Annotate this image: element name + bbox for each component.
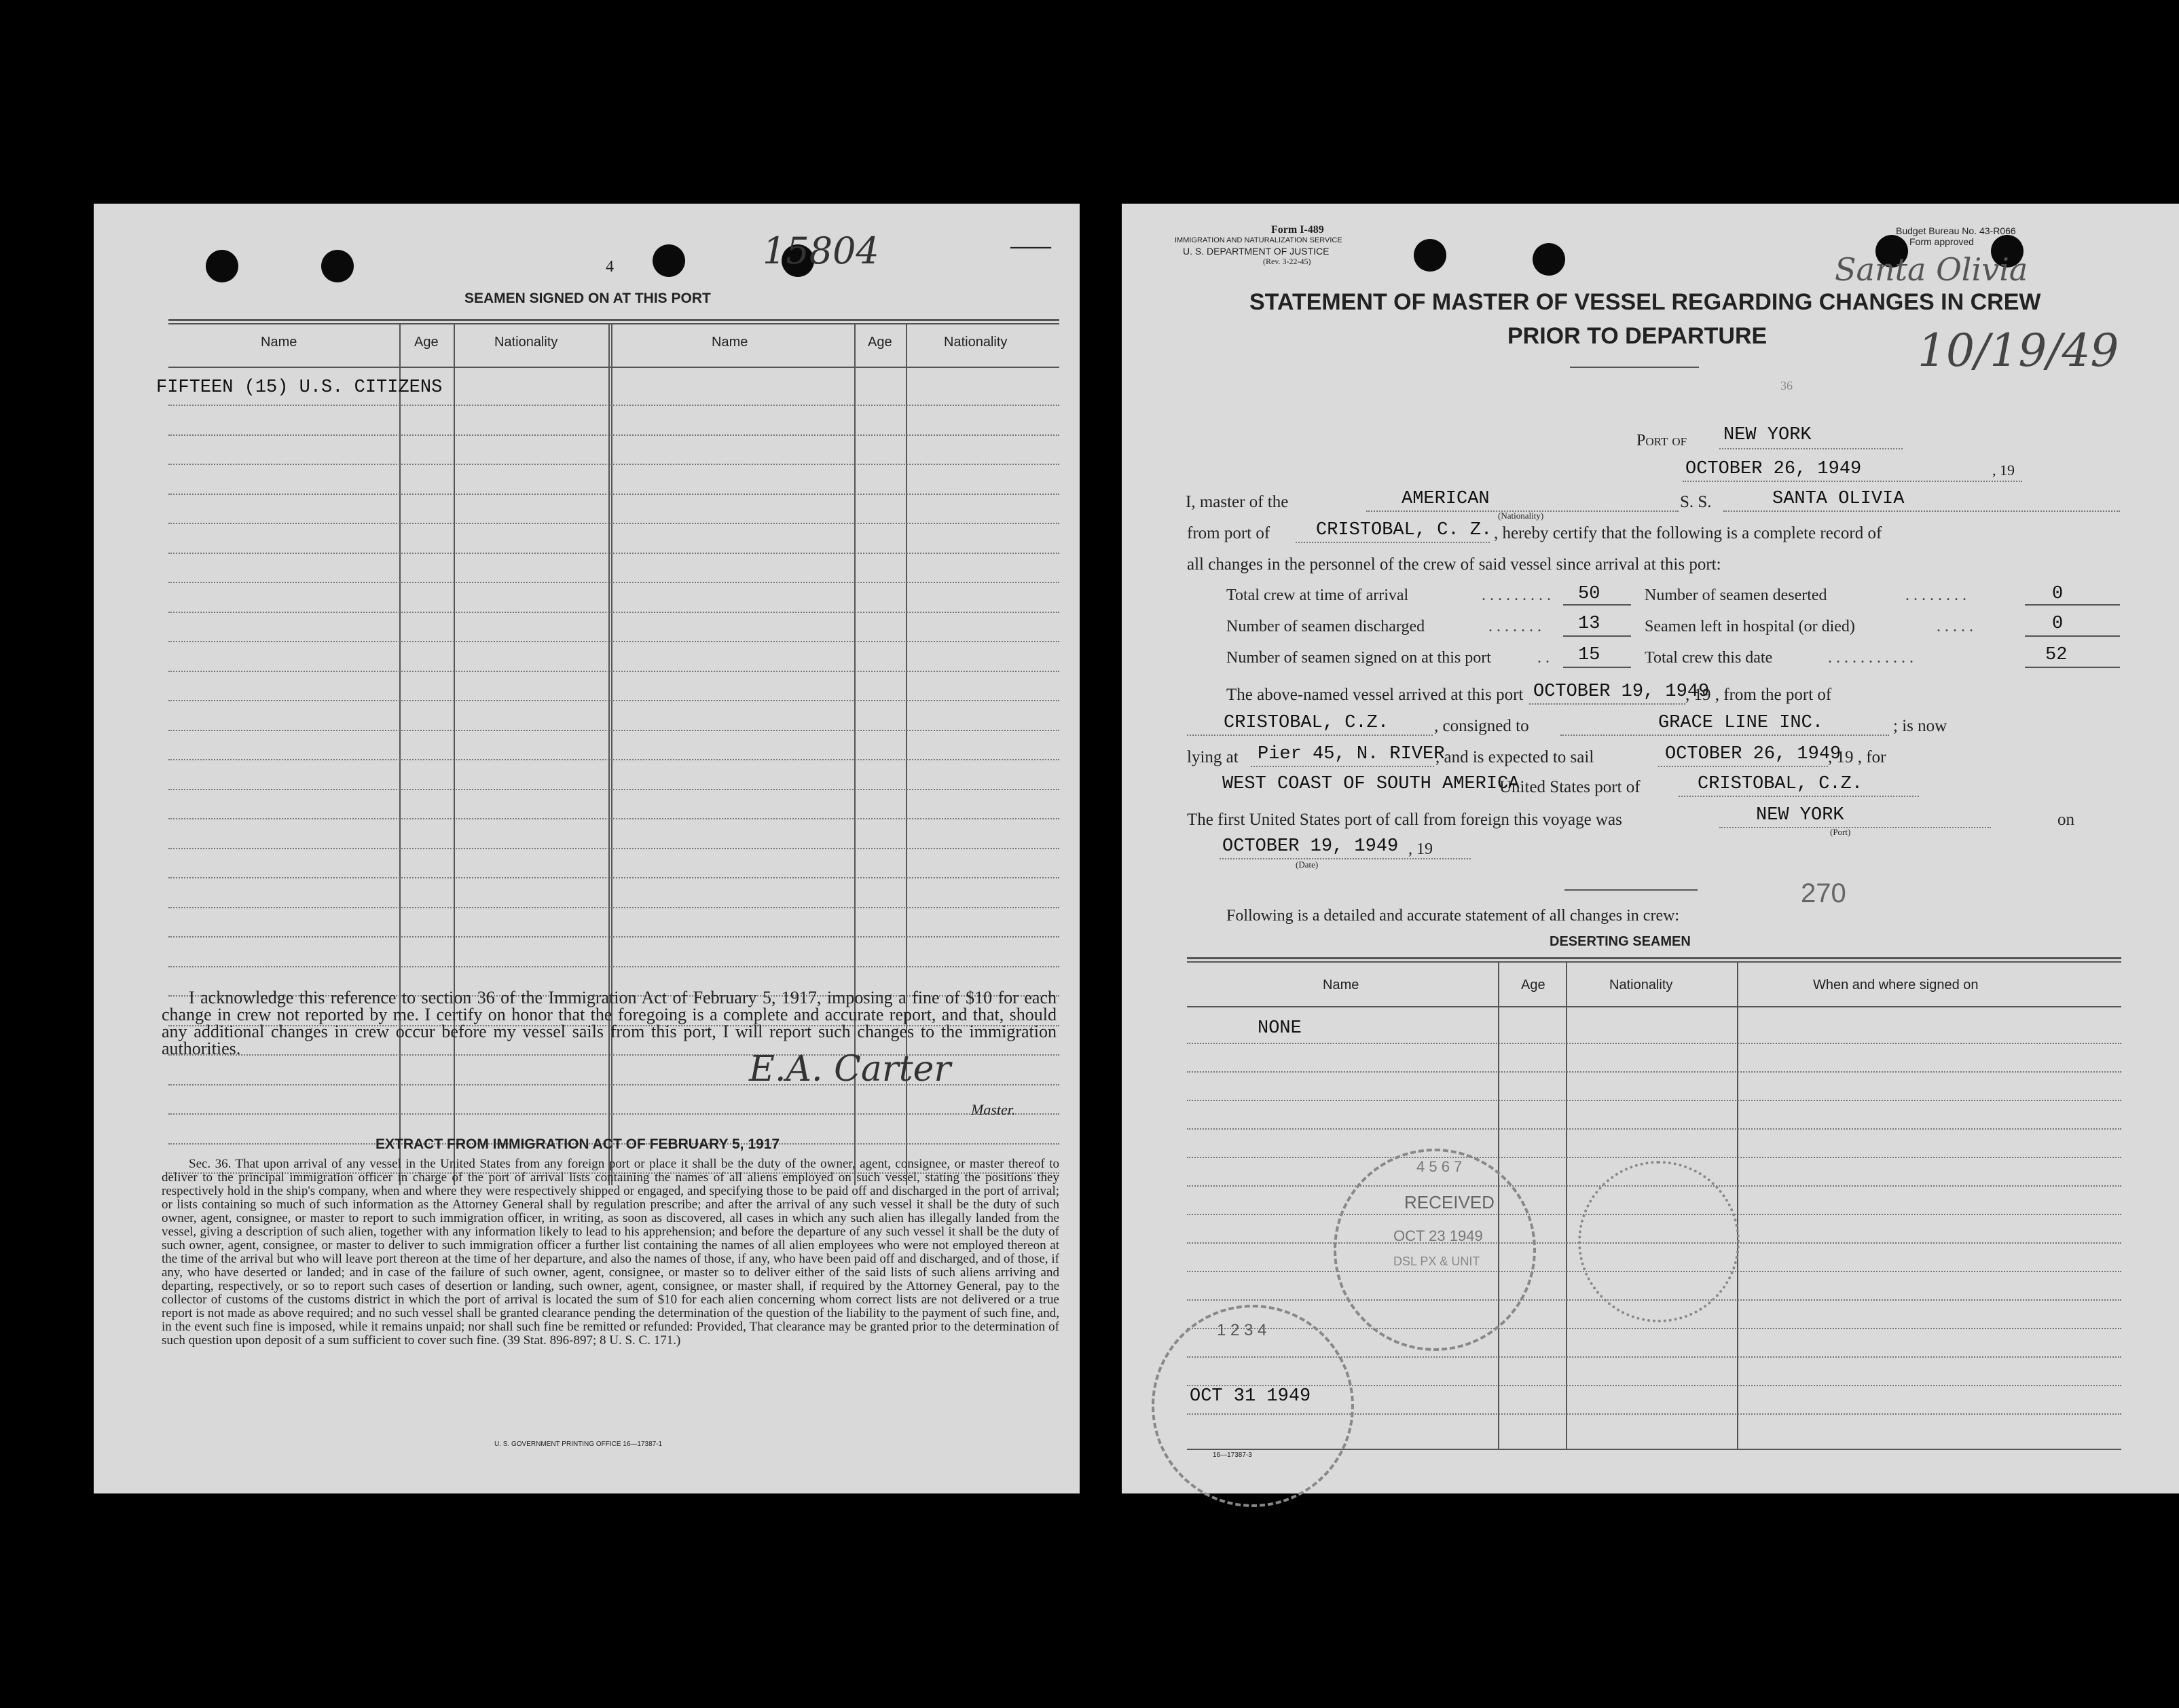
fill-line	[1563, 604, 1631, 606]
from-port-value: CRISTOBAL, C. Z.	[1316, 520, 1493, 540]
table-row-line	[168, 553, 1059, 554]
section-rule	[1564, 889, 1698, 891]
stat-value: 50	[1578, 584, 1600, 604]
acknowledgment-text: I acknowledge this reference to section 36 of the Immigration Act of February 5, 1917, imposing a fine of $10 for each change in crew not reported by me. I certify on honor that the foregoing is a complete and accurate report, and that, should any additional changes in crew occur before my vessel sails from this port, I will report such changes to the immigration authorities.	[162, 988, 1057, 1058]
fill-line	[1251, 766, 1434, 767]
table-row-line	[1187, 1071, 2121, 1073]
column-header: Age	[414, 335, 439, 350]
stat-value: 52	[2045, 645, 2068, 665]
table-row-line	[1187, 1157, 2121, 1158]
agency-line: U. S. DEPARTMENT OF JUSTICE	[1183, 246, 1330, 257]
table-row-line	[168, 818, 1059, 819]
table-row-line	[1187, 1043, 2121, 1044]
dot-leader: . .	[1537, 649, 1550, 667]
table-row-line	[168, 523, 1059, 524]
dot-leader: . . . . .	[1937, 618, 1973, 635]
faint-number: 36	[1780, 379, 1793, 392]
arrived-label: The above-named vessel arrived at this port	[1226, 686, 1524, 704]
column-divider	[1737, 961, 1738, 1450]
destination: WEST COAST OF SOUTH AMERICA	[1222, 774, 1520, 794]
first-port: NEW YORK	[1756, 805, 1844, 825]
stat-value: 15	[1578, 645, 1600, 665]
left-page	[94, 204, 1080, 1493]
stamp-unit: DSL PX & UNIT	[1393, 1255, 1480, 1268]
column-header: Nationality	[1609, 978, 1673, 992]
punch-hole	[653, 244, 685, 277]
page-number: 4	[606, 258, 614, 276]
title-rule	[1570, 367, 1699, 368]
table-row-line	[168, 434, 1059, 436]
column-header: Name	[1323, 978, 1359, 992]
table-row-line	[168, 641, 1059, 642]
ss-label: S. S.	[1680, 493, 1712, 511]
dot-leader: . . . . . . . .	[1905, 587, 1966, 604]
date-caption: (Date)	[1296, 859, 1319, 870]
consignee: GRACE LINE INC.	[1658, 713, 1824, 733]
fill-line	[1658, 766, 1828, 767]
fill-line	[1296, 542, 1490, 543]
title-line-2: PRIOR TO DEPARTURE	[1507, 323, 1768, 349]
port-label: Port of	[1636, 432, 1687, 449]
for-label: , 19 , for	[1828, 748, 1886, 766]
stat-value: 13	[1578, 614, 1600, 634]
table-row-line	[168, 1113, 1059, 1115]
stat-value: 0	[2052, 584, 2064, 604]
right-page	[1122, 204, 2179, 1493]
table-top-rule	[168, 323, 1059, 324]
table-row-line	[168, 405, 1059, 406]
stamp2-numbers: 1 2 3 4	[1217, 1321, 1267, 1339]
port-value: NEW YORK	[1723, 425, 1812, 445]
column-header: Nationality	[944, 335, 1008, 350]
fill-line	[1683, 481, 2022, 482]
table-header-rule	[168, 367, 1059, 368]
from-port-label: from port of	[1187, 524, 1270, 542]
table-title: SEAMEN SIGNED ON AT THIS PORT	[464, 291, 711, 306]
printing-code: 16—17387-3	[1213, 1451, 1252, 1459]
sail-date: OCTOBER 26, 1949	[1665, 744, 1842, 764]
nationality-caption: (Nationality)	[1498, 510, 1544, 521]
column-header: Name	[261, 335, 297, 350]
fill-line	[1679, 796, 1919, 797]
lying-at-label: lying at	[1187, 748, 1239, 766]
stamp-date: OCT 23 1949	[1393, 1227, 1483, 1244]
deserting-title: DESERTING SEAMEN	[1550, 934, 1691, 949]
table-row-line	[1187, 1100, 2121, 1101]
deserting-entry: NONE	[1258, 1018, 1302, 1039]
table-row-line	[168, 877, 1059, 878]
expected-label: , and is expected to sail	[1435, 748, 1594, 766]
first-date-suffix: , 19	[1408, 840, 1433, 858]
year-suffix: , 19	[1992, 462, 2015, 479]
signature-role: Master.	[971, 1101, 1016, 1118]
master-label: I, master of the	[1186, 493, 1289, 511]
budget-bureau: Budget Bureau No. 43-R066	[1896, 225, 2016, 236]
first-date: OCTOBER 19, 1949	[1222, 836, 1399, 857]
fill-line	[2025, 604, 2120, 606]
is-now-label: ; is now	[1893, 717, 1947, 735]
stat-label: Total crew this date	[1645, 649, 1773, 667]
table-header-rule	[1187, 1006, 2121, 1007]
form-approved: Form approved	[1909, 236, 1974, 247]
from-the-port-label: , 19 , from the port of	[1685, 686, 1832, 704]
table-row-line	[168, 494, 1059, 495]
handwritten-number: 15804	[763, 229, 879, 272]
stat-label: Number of seamen deserted	[1645, 587, 1827, 604]
table-row-line	[168, 730, 1059, 731]
table-row-line	[168, 759, 1059, 760]
fill-line	[1187, 735, 1433, 736]
master-signature: E.A. Carter	[749, 1049, 951, 1090]
fill-line	[1220, 858, 1471, 859]
punch-hole	[321, 250, 354, 282]
consigned-label: , consigned to	[1434, 717, 1529, 735]
stamped-number: 270	[1801, 878, 1846, 908]
handwritten-date: 10/19/49	[1918, 324, 2119, 377]
following-text: Following is a detailed and accurate statement of all changes in crew:	[1226, 907, 1680, 925]
column-header: Age	[868, 335, 892, 350]
arrived-from: CRISTOBAL, C.Z.	[1224, 713, 1389, 733]
column-header: Nationality	[494, 335, 558, 350]
table-row-line	[1187, 1328, 2121, 1329]
table-top-rule	[1187, 957, 2121, 959]
arrived-date: OCTOBER 19, 1949	[1533, 682, 1710, 702]
column-header: Age	[1521, 978, 1545, 992]
extract-title: EXTRACT FROM IMMIGRATION ACT OF FEBRUARY 5, 1917	[376, 1136, 780, 1152]
table-row-line	[1187, 1128, 2121, 1130]
table-row-line	[168, 612, 1059, 613]
all-changes-text: all changes in the personnel of the crew of said vessel since arrival at this port:	[1187, 555, 1721, 574]
table-row-line	[168, 789, 1059, 790]
table-top-rule	[1187, 961, 2121, 963]
stat-label: Number of seamen signed on at this port	[1226, 649, 1491, 667]
stat-label: Seamen left in hospital (or died)	[1645, 618, 1855, 635]
column-divider	[1566, 961, 1567, 1450]
fill-line	[2025, 667, 2120, 668]
dot-leader: . . . . . . .	[1488, 618, 1541, 635]
certify-text: , hereby certify that the following is a complete record of	[1494, 524, 1882, 542]
punch-hole	[1533, 243, 1565, 276]
stamp-numbers: 4 5 6 7	[1416, 1158, 1463, 1175]
punch-hole	[206, 250, 238, 282]
port-caption: (Port)	[1830, 827, 1851, 837]
fill-line	[1719, 448, 1903, 449]
stat-label: Total crew at time of arrival	[1226, 587, 1409, 604]
fill-line	[1563, 635, 1631, 637]
first-port-label: The first United States port of call from foreign this voyage was	[1187, 811, 1622, 829]
table-row-line	[168, 671, 1059, 672]
seamen-entry: FIFTEEN (15) U.S. CITIZENS	[156, 377, 443, 398]
table-row-line	[168, 464, 1059, 465]
table-row-line	[168, 582, 1059, 583]
stat-label: Number of seamen discharged	[1226, 618, 1425, 635]
dot-leader: . . . . . . . . . . .	[1828, 649, 1914, 667]
us-port: CRISTOBAL, C.Z.	[1698, 774, 1863, 794]
on-label: on	[2057, 811, 2074, 829]
fill-line	[1563, 667, 1631, 668]
dash-mark: ——	[1010, 235, 1051, 257]
column-header: When and where signed on	[1813, 978, 1979, 992]
table-row-line	[168, 936, 1059, 937]
circular-stamp	[1578, 1161, 1740, 1322]
table-row-line	[168, 700, 1059, 701]
extract-text: Sec. 36. That upon arrival of any vessel in the United States from any foreign port or place it shall be the duty of the owner, agent, consignee, or master thereof to deliver to the principal immigration officer in charge of the port of arrival lists containing the names of all aliens employed on such vessel, stating the positions they respectively hold in the ship's company, when and where they were respectively shipped or engaged, and specifying those to be paid off and discharged in the port of arrival; or lists containing so much of such information as the Attorney General shall by regulation prescribe; and after the arrival of any such vessel it shall be the duty of such owner, agent, consignee, or master to report to such immigration officer, in writing, as soon as discovered, all cases in which any such alien has illegally landed from the vessel, giving a description of such alien, together with any information likely to lead to his apprehension; and before the departure of any such vessel it shall be the duty of such owner, agent, consignee, or master to deliver to such immigration officer a further list containing the names of all alien employees who were not employed thereon at the time of the arrival but who will leave port thereon at the time of her departure, and also the names of those, if any, who have been paid off and discharged, and of those, if any, who have deserted or landed; and in case of the failure of such owner, agent, consignee, or master so to deliver either of the said lists of such aliens arriving and departing, respectively, or so to report such cases of desertion or landing, such owner, agent, consignee, or master shall, if required by the Attorney General, pay to the collector of customs of the customs district in which the port of arrival is located the sum of $10 for each alien concerning whom correct lists are not delivered or a true report is not made as above required; and no such vessel shall be granted clearance pending the determination of the question of the liability to the payment of such fine, and, in the event such fine is imposed, while it remains unpaid; nor shall such fine be remitted or refunded: Provided, That clearance may be granted prior to the determination of such question upon deposit of a sum sufficient to cover such fine. (39 Stat. 896-897; 8 U. S. C. 171.)	[162, 1157, 1059, 1348]
nationality-value: AMERICAN	[1402, 489, 1490, 509]
punch-hole	[1414, 239, 1446, 272]
dot-leader: . . . . . . . . .	[1482, 587, 1551, 604]
date-value: OCTOBER 26, 1949	[1685, 459, 1862, 479]
fill-line	[1560, 735, 1889, 736]
fill-line	[1529, 703, 1685, 705]
vessel-value: SANTA OLIVIA	[1772, 489, 1905, 509]
table-row-line	[168, 848, 1059, 849]
table-top-rule	[168, 319, 1059, 321]
agency-line: IMMIGRATION AND NATURALIZATION SERVICE	[1175, 236, 1342, 244]
stat-value: 0	[2052, 614, 2064, 634]
stamp-oct31: OCT 31 1949	[1190, 1386, 1311, 1407]
title-line-1: STATEMENT OF MASTER OF VESSEL REGARDING CHANGES IN CREW	[1249, 289, 2041, 315]
table-row-line	[168, 907, 1059, 908]
stamp-received: RECEIVED	[1404, 1192, 1495, 1212]
handwritten-ship: Santa Olivia	[1835, 251, 2028, 288]
fill-line	[1723, 510, 2120, 512]
received-stamp	[1334, 1149, 1536, 1351]
table-row-line	[168, 966, 1059, 967]
column-header: Name	[712, 335, 748, 350]
form-number: Form I-489	[1271, 224, 1324, 236]
fill-line	[1719, 827, 1991, 828]
lying-at: Pier 45, N. RIVER	[1258, 744, 1445, 764]
revision: (Rev. 3-22-45)	[1263, 257, 1311, 266]
printing-office: U. S. GOVERNMENT PRINTING OFFICE 16—17387-1	[494, 1441, 663, 1448]
us-port-label: United States port of	[1499, 778, 1641, 796]
fill-line	[2025, 635, 2120, 637]
